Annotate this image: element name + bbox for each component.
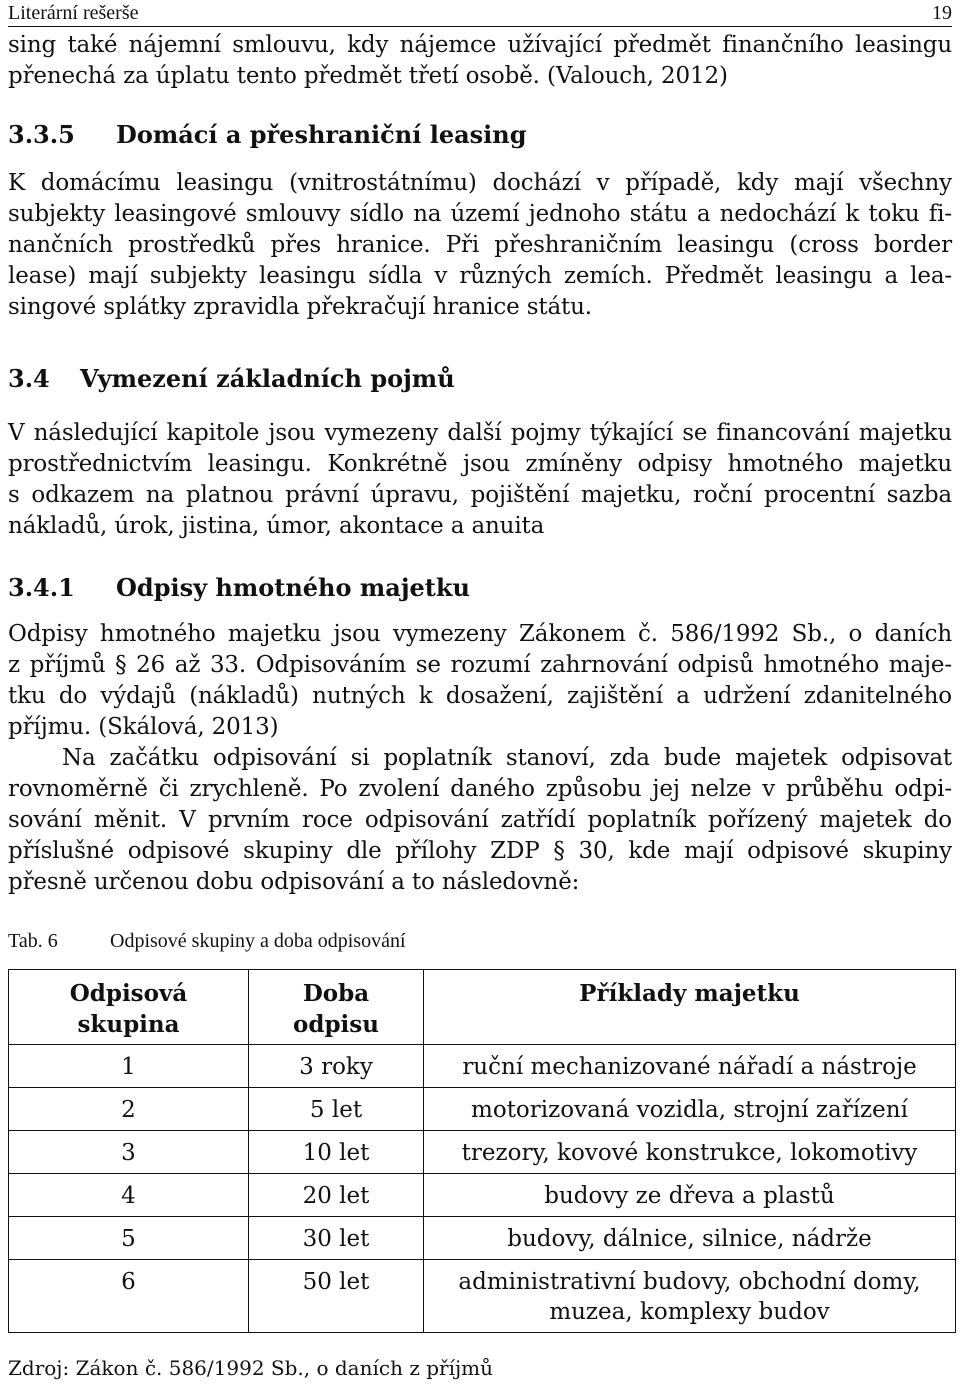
- cell-examples: [424, 1260, 956, 1333]
- text-line: sování měnit. V prvním roce odpisování zatřídí poplatník pořízený majetek do: [8, 807, 952, 833]
- section-number: 3.4.1: [8, 573, 75, 602]
- header-cell-period: [249, 970, 424, 1045]
- table-row: [9, 1088, 956, 1131]
- header-cell-group: [9, 970, 249, 1045]
- cell-examples-line: administrativní budovy, obchodní domy,: [458, 1269, 921, 1295]
- running-header: [8, 2, 952, 27]
- table-row: [9, 1174, 956, 1217]
- text-line: Na začátku odpisování si poplatník stanoví, zda bude majetek odpisovat: [62, 745, 952, 771]
- text-line: přenechá za úplatu tento předmět třetí osobě. (Valouch, 2012): [8, 63, 728, 89]
- table-row: [9, 1131, 956, 1174]
- cell-period: 50 let: [249, 1260, 424, 1333]
- cell-group: 3: [9, 1131, 249, 1174]
- text-line: subjekty leasingové smlouvy sídlo na území jednoho státu a nedochází k toku fi-: [8, 201, 952, 227]
- cell-group: 2: [9, 1088, 249, 1131]
- document-page: [8, 0, 952, 1385]
- page-number: 19: [932, 2, 952, 24]
- text-line: s odkazem na platnou právní úpravu, pojištění majetku, roční procentní sazba: [8, 482, 952, 508]
- text-line: sing také nájemní smlouvu, kdy nájemce užívající předmět finančního leasingu: [8, 32, 952, 58]
- table-row: [9, 1045, 956, 1088]
- table-row: [9, 1260, 956, 1333]
- cell-period: 5 let: [249, 1088, 424, 1131]
- intro-paragraph: [8, 30, 952, 92]
- text-line: lease) mají subjekty leasingu sídla v různých zemích. Předmět leasingu a lea-: [8, 263, 952, 289]
- text-line: rovnoměrně či zrychleně. Po zvolení daného způsobu jej nelze v průběhu odpi-: [8, 776, 952, 802]
- cell-group: 1: [9, 1045, 249, 1088]
- section-3-4-paragraph: [8, 418, 952, 542]
- header-line: Odpisová: [69, 980, 188, 1007]
- table-caption-label: Tab. 6: [8, 930, 58, 952]
- section-title: Vymezení základních pojmů: [80, 364, 455, 393]
- section-3-4-1-paragraph-2: [8, 743, 952, 898]
- header-line: Příklady majetku: [579, 980, 800, 1007]
- cell-examples: budovy ze dřeva a plastů: [424, 1174, 956, 1217]
- cell-period: 3 roky: [249, 1045, 424, 1088]
- section-heading-3-4: [8, 364, 455, 394]
- text-line: příslušné odpisové skupiny dle přílohy ZDP § 30, kde mají odpisové skupiny: [8, 838, 952, 864]
- text-line: nančních prostředků přes hranice. Při přeshraničním leasingu (cross border: [8, 232, 952, 258]
- cell-examples-line: muzea, komplexy budov: [549, 1299, 830, 1325]
- header-cell-examples: [424, 970, 956, 1045]
- cell-group: 6: [9, 1260, 249, 1333]
- cell-period: 30 let: [249, 1217, 424, 1260]
- text-line: prostřednictvím leasingu. Konkrétně jsou zmíněny odpisy hmotného majetku: [8, 451, 952, 477]
- cell-examples: trezory, kovové konstrukce, lokomotivy: [424, 1131, 956, 1174]
- text-line: tku do výdajů (nákladů) nutných k dosažení, zajištění a udržení zdanitelného: [8, 683, 952, 709]
- text-line: Odpisy hmotného majetku jsou vymezeny Zákonem č. 586/1992 Sb., o daních: [8, 621, 952, 647]
- text-line: nákladů, úrok, jistina, úmor, akontace a anuita: [8, 513, 545, 539]
- section-number: 3.4: [8, 364, 50, 393]
- text-line: singové splátky zpravidla překračují hranice státu.: [8, 294, 592, 320]
- header-line: skupina: [77, 1011, 180, 1038]
- section-title: Domácí a přeshraniční leasing: [116, 120, 527, 149]
- section-heading-3-3-5: [8, 120, 527, 150]
- cell-examples: ruční mechanizované nářadí a nástroje: [424, 1045, 956, 1088]
- table-source: Zdroj: Zákon č. 586/1992 Sb., o daních z příjmů: [8, 1356, 494, 1380]
- table-row: [9, 1217, 956, 1260]
- cell-group: 4: [9, 1174, 249, 1217]
- cell-examples: motorizovaná vozidla, strojní zařízení: [424, 1088, 956, 1131]
- header-title: Literární rešerše: [8, 2, 139, 24]
- text-line: z příjmů § 26 až 33. Odpisováním se rozumí zahrnování odpisů hmotného maje-: [8, 652, 952, 678]
- cell-period: 20 let: [249, 1174, 424, 1217]
- cell-group: 5: [9, 1217, 249, 1260]
- cell-period: 10 let: [249, 1131, 424, 1174]
- section-3-3-5-paragraph: [8, 168, 952, 323]
- table-header-row: [9, 970, 956, 1045]
- section-title: Odpisy hmotného majetku: [116, 573, 470, 602]
- header-line: odpisu: [293, 1011, 379, 1038]
- section-number: 3.3.5: [8, 120, 75, 149]
- section-heading-3-4-1: [8, 573, 470, 603]
- text-line: přesně určenou dobu odpisování a to následovně:: [8, 869, 580, 895]
- text-line: V následující kapitole jsou vymezeny další pojmy týkající se financování majetku: [8, 420, 952, 446]
- cell-examples: budovy, dálnice, silnice, nádrže: [424, 1217, 956, 1260]
- text-line: K domácímu leasingu (vnitrostátnímu) dochází v případě, kdy mají všechny: [8, 170, 952, 196]
- depreciation-table: [8, 969, 956, 1333]
- section-3-4-1-paragraph-1: [8, 619, 952, 743]
- text-line: příjmu. (Skálová, 2013): [8, 714, 279, 740]
- table-caption-text: Odpisové skupiny a doba odpisování: [110, 930, 406, 952]
- header-line: Doba: [302, 980, 370, 1007]
